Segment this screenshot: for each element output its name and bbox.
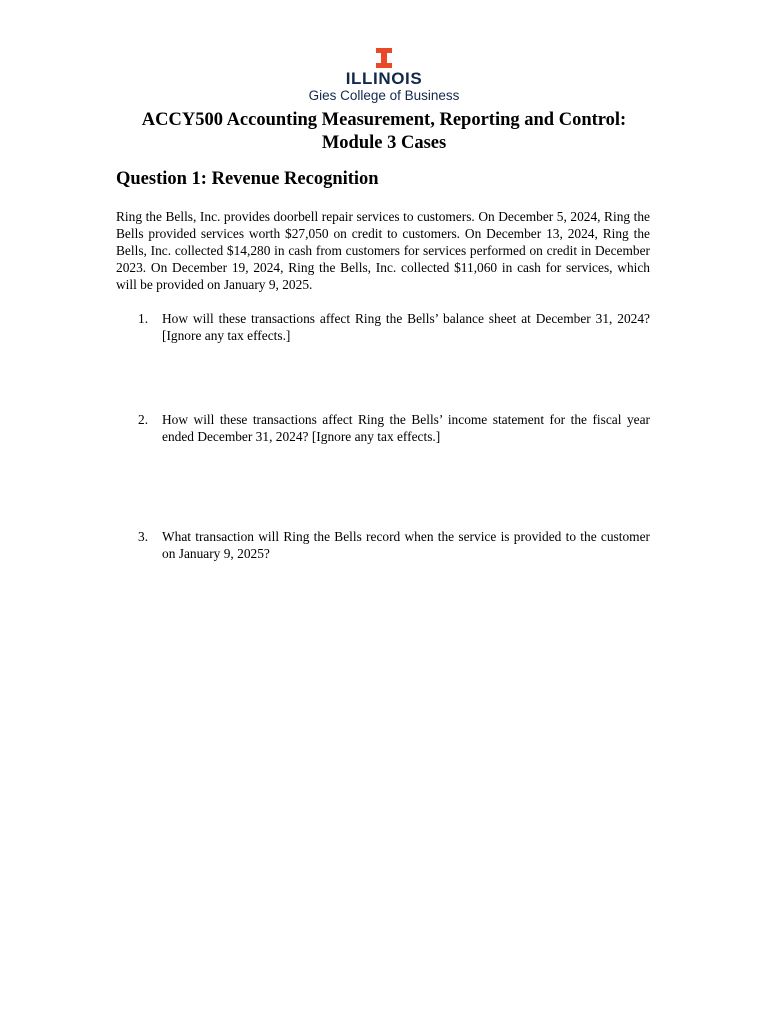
- question-text: How will these transactions affect Ring the Bells’ income statement for the fiscal year ended December 31, 2024? [Ignore any tax effects.]: [162, 412, 650, 444]
- question-item-1: [116, 310, 650, 344]
- question-number: 1.: [138, 311, 149, 326]
- question-item-2: [116, 411, 650, 445]
- question-heading: Question 1: Revenue Recognition: [116, 169, 379, 189]
- question-number: 3.: [138, 529, 149, 544]
- question-text: How will these transactions affect Ring the Bells’ balance sheet at December 31, 2024? [Ignore any tax effects.]: [162, 311, 650, 343]
- logo-university-name: ILLINOIS: [345, 69, 423, 88]
- logo-college-name: Gies College of Business: [308, 88, 460, 103]
- illinois-block-i-icon: [376, 48, 392, 68]
- question-text: What transaction will Ring the Bells record when the service is provided to the customer on January 9, 2025?: [162, 529, 650, 561]
- document-title-line-1: ACCY500 Accounting Measurement, Reporting and Control:: [141, 110, 627, 130]
- document-title-line-2: Module 3 Cases: [321, 133, 447, 153]
- illinois-gies-logo: [0, 48, 768, 104]
- question-item-3: [116, 528, 650, 562]
- question-number: 2.: [138, 412, 149, 427]
- intro-paragraph: Ring the Bells, Inc. provides doorbell repair services to customers. On December 5, 2024, Ring the Bells provided services worth $27,050 on credit to customers. On December 13, 2024, Ring the Bells, Inc. collected $14,280 in cash from customers for services performed on credit in December 2023. On December 19, 2024, Ring the Bells, Inc. collected $11,060 in cash for services, which will be provided on January 9, 2025.: [116, 209, 650, 292]
- document-title: [0, 109, 768, 155]
